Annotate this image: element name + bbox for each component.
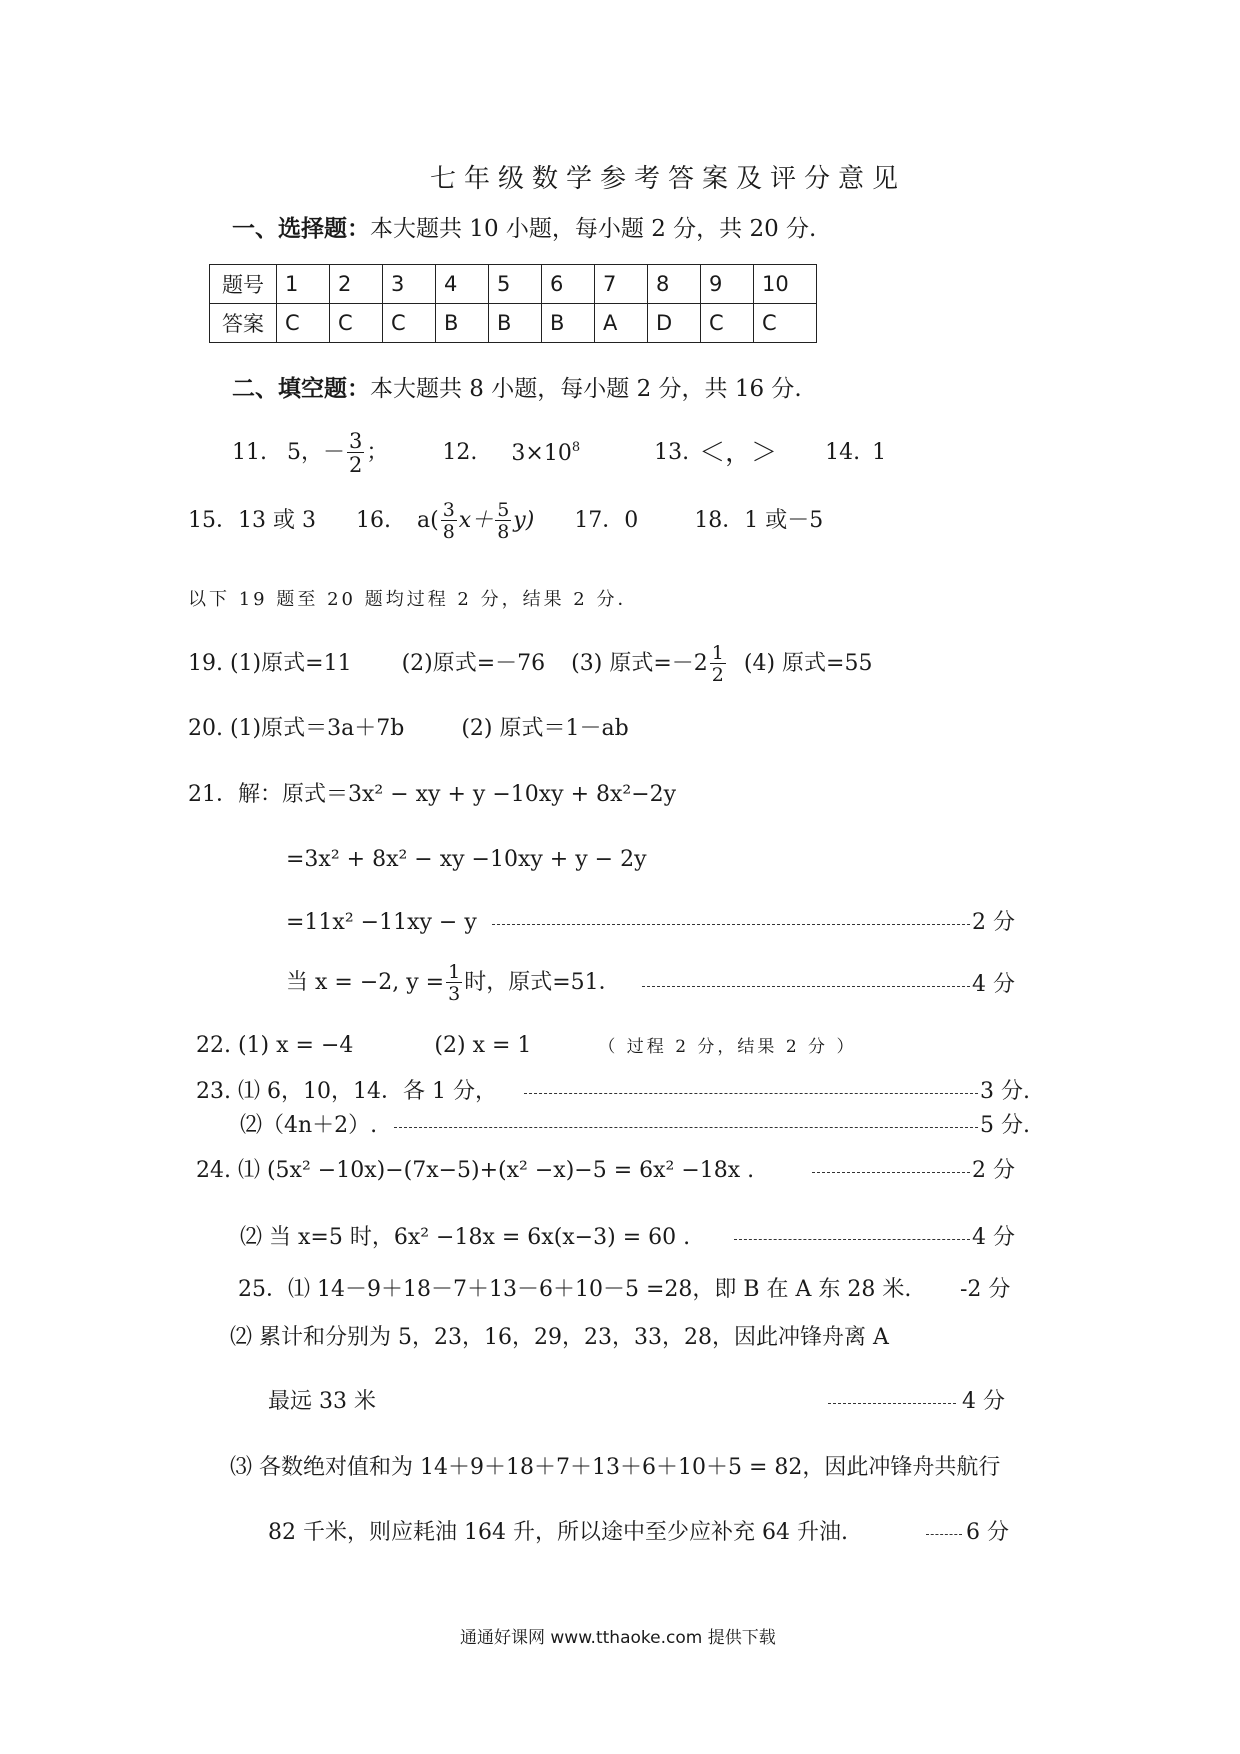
fraction-denominator: 8 [442,520,455,543]
q19-part3: (3) 原式=－2 [571,651,708,676]
q18-answer: 18．1 或－5 [694,508,824,533]
q13-answer: ＜，＞ [699,438,778,468]
q22-row [196,1035,856,1057]
q21-line3: =11x² −11xy − y [286,910,477,935]
table-cell: D [648,304,701,343]
q23-line2: ⑵（4n＋2）. [240,1113,378,1138]
q24-line1: 24. ⑴ (5x² −10x)−(7x−5)+(x² −x)−5 = 6x² −18x . [196,1158,755,1183]
dash-leader [926,1534,962,1535]
q21-line4 [286,956,621,1010]
table-cell: C [754,304,817,343]
fraction-denominator: 2 [349,452,363,477]
q16-fraction-2 [495,498,511,543]
table-row-numbers [210,265,817,304]
table-cell: C [701,304,754,343]
q25-line5-score: 6 分 [966,1520,1009,1545]
q12-exponent: 8 [571,440,581,455]
q21-fraction [446,960,462,1005]
q21-line4-b: 时，原式=51． [464,970,621,995]
q21-line3-score: 2 分 [972,910,1015,935]
q19-row [188,638,872,690]
q16-fraction-1 [441,498,457,543]
q22-part2: (2) x = 1 [434,1033,532,1058]
q12-answer [511,441,580,465]
q22-part1: 22. (1) x = −4 [196,1033,354,1058]
q14-number: 14. [825,440,861,465]
q19-fraction [710,641,726,686]
q19-part1: 19. (1)原式=11 [188,651,352,676]
table-row-label: 题号 [210,265,277,304]
fraction-denominator: 3 [448,982,461,1005]
table-cell: 6 [542,265,595,304]
section2-desc: 本大题共 8 小题，每小题 2 分，共 16 分. [370,376,802,402]
table-cell: B [436,304,489,343]
table-row-answers [210,304,817,343]
q19-part2: (2)原式=－76 [401,651,546,676]
table-cell: 8 [648,265,701,304]
dash-leader [394,1127,978,1128]
section1-heading-row [232,218,816,241]
scoring-note: 以下 19 题至 20 题均过程 2 分，结果 2 分． [188,589,639,610]
q16-prefix: a( [416,508,439,533]
section1-desc: 本大题共 10 小题，每小题 2 分，共 20 分. [370,216,817,242]
table-cell: 10 [754,265,817,304]
q19-part4: (4) 原式=55 [743,651,873,676]
q25-line1-score: -2 分 [960,1277,1011,1302]
q21-line4-a: 当 x = −2, y = [286,970,445,995]
table-cell: 2 [330,265,383,304]
q25-line3-score: 4 分 [962,1389,1005,1414]
answer-table [209,264,817,343]
dash-leader [524,1093,978,1094]
q24-line2-score: 4 分 [972,1225,1015,1250]
q22-note: （ 过程 2 分，结果 2 分 ） [598,1037,857,1057]
table-cell: 3 [383,265,436,304]
table-cell: C [277,304,330,343]
q24-line2: ⑵ 当 x=5 时，6x² −18x = 6x(x−3) = 60 . [240,1225,691,1250]
q20-part1: 20. (1)原式＝3a＋7b [188,716,405,741]
q16-end: y) [513,508,535,533]
dash-leader [828,1403,956,1404]
q21-line4-score: 4 分 [972,972,1015,997]
footer-credit: 通通好课网 www.tthaoke.com 提供下载 [460,1628,776,1648]
q12-base: 3×10 [511,441,572,466]
table-cell: C [330,304,383,343]
section2-heading-row [232,378,802,401]
q20-row [188,718,629,740]
q21-line2: =3x² + 8x² − xy −10xy + y − 2y [286,847,647,872]
table-row-label: 答案 [210,304,277,343]
dash-leader [812,1172,970,1173]
fraction-numerator: 3 [349,428,363,453]
q13-number: 13. [654,440,690,465]
fill-row-2 [188,495,823,547]
q12-number: 12. [442,440,478,465]
q25-line1: 25．⑴ 14－9＋18－7＋13－6＋10－5 =28，即 B 在 A 东 28 米. [238,1277,912,1302]
fraction-numerator: 3 [442,498,455,521]
dash-leader [642,986,970,987]
fill-row-1 [232,428,886,478]
q11-answer: 5，－ [287,440,345,465]
section1-heading: 一、选择题： [232,216,370,242]
q23-line1-score: 3 分. [980,1079,1030,1104]
q16-number: 16. [355,508,391,533]
dash-leader [734,1239,970,1240]
table-cell: 7 [595,265,648,304]
q14-answer: 1 [872,440,887,465]
table-cell: B [542,304,595,343]
q15-answer: 15．13 或 3 [188,508,316,533]
table-cell: 5 [489,265,542,304]
dash-leader [492,924,970,925]
fraction-denominator: 8 [497,520,510,543]
q11-number: 11. [232,440,267,465]
q23-line2-score: 5 分. [980,1113,1030,1138]
q25-line4: ⑶ 各数绝对值和为 14＋9＋18＋7＋13＋6＋10＋5 = 82，因此冲锋舟共航行 [230,1455,1001,1480]
q24-line1-score: 2 分 [972,1158,1015,1183]
page-title: 七年级数学参考答案及评分意见 [430,164,907,194]
q23-line1: 23. ⑴ 6，10，14．各 1 分， [196,1079,497,1104]
q17-answer: 17．0 [574,508,639,533]
q20-part2: (2) 原式＝1－ab [461,716,629,741]
q25-line5: 82 千米，则应耗油 164 升，所以途中至少应补充 64 升油. [268,1520,848,1545]
q25-line3: 最远 33 米 [268,1389,376,1414]
table-cell: 9 [701,265,754,304]
fraction-numerator: 1 [711,641,724,664]
q11-fraction [347,428,364,477]
section2-heading: 二、填空题： [232,376,370,402]
table-cell: 4 [436,265,489,304]
fraction-denominator: 2 [711,663,724,686]
fraction-numerator: 5 [497,498,510,521]
q25-line2: ⑵ 累计和分别为 5，23，16，29，23，33，28，因此冲锋舟离 A [230,1325,889,1350]
q21-line1: 21．解：原式＝3x² − xy + y −10xy + 8x²−2y [188,782,677,807]
table-cell: 1 [277,265,330,304]
q16-middle: x＋ [458,508,494,533]
table-cell: C [383,304,436,343]
table-cell: A [595,304,648,343]
q11-end: ； [366,440,389,465]
fraction-numerator: 1 [448,960,461,983]
table-cell: B [489,304,542,343]
